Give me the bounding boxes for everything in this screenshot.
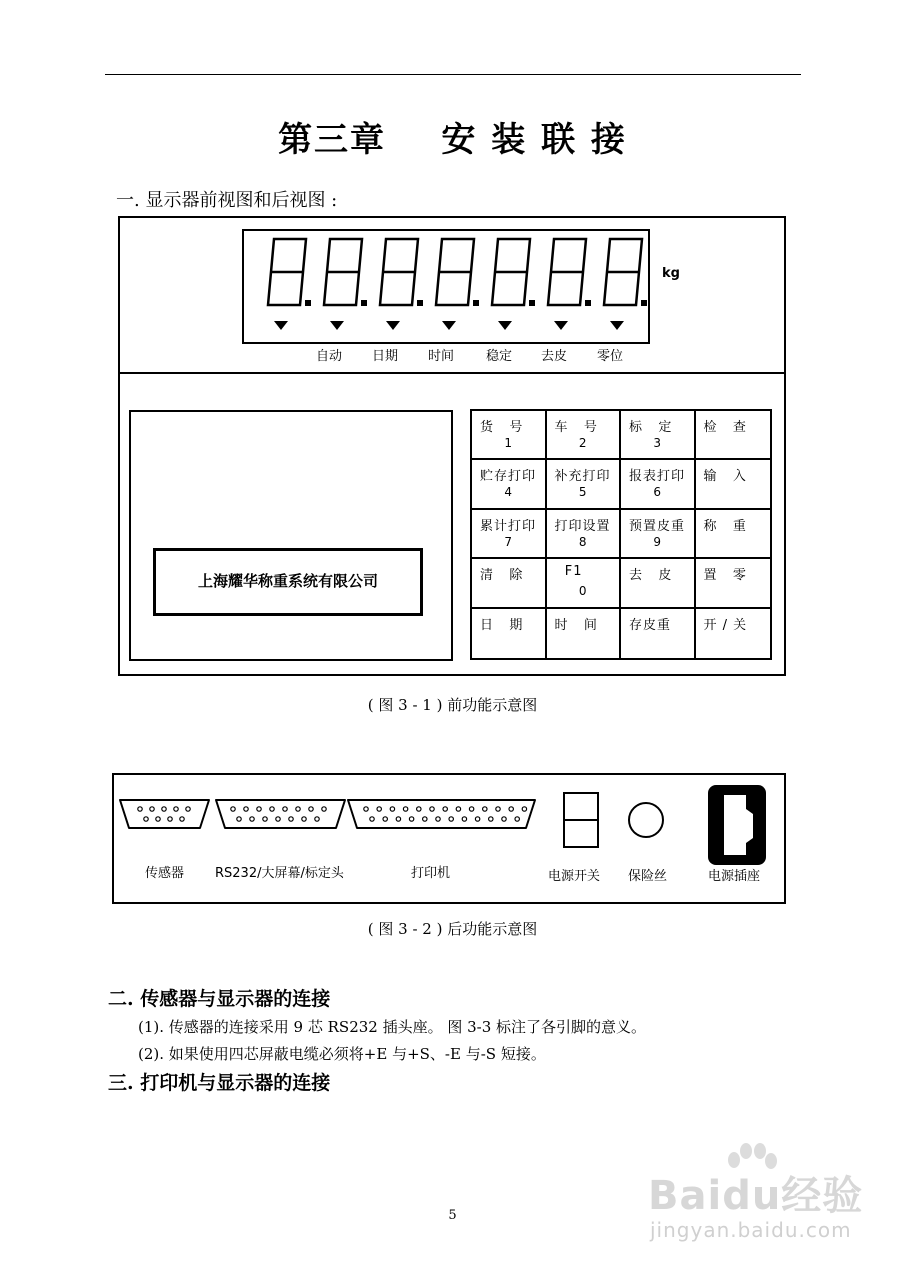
- keypad-key: [547, 510, 622, 559]
- seven-segment-digit: [324, 239, 367, 330]
- key-label: 时 间: [554, 617, 598, 633]
- key-number: 9: [653, 534, 662, 549]
- indicator-triangle-icon: [330, 321, 344, 330]
- key-label: 打印设置: [554, 518, 611, 534]
- keypad-key: [621, 559, 696, 608]
- key-number: 8: [578, 534, 587, 549]
- chapter-title: 第三章 安 装 联 接: [278, 120, 627, 160]
- section-heading-1: 一. 显示器前视图和后视图 :: [116, 190, 338, 211]
- indicator-triangle-icon: [442, 321, 456, 330]
- logo-panel: [129, 410, 453, 661]
- top-rule: [105, 74, 801, 75]
- keypad-key: [547, 411, 622, 460]
- indicator-label: 零位: [597, 349, 624, 364]
- key-number: 5: [578, 485, 587, 500]
- paragraph-2: (2). 如果使用四芯屏蔽电缆必须将+E 与+S、-E 与-S 短接。: [138, 1045, 546, 1063]
- key-label: 补充打印: [554, 469, 611, 485]
- db25-connector-icon: [348, 800, 535, 828]
- db15-connector-icon: [216, 800, 345, 828]
- db9-connector-icon: [120, 800, 209, 828]
- keypad-key: [696, 510, 771, 559]
- key-label: F1: [554, 564, 583, 580]
- keypad-key: [547, 609, 622, 658]
- key-number: 7: [504, 534, 513, 549]
- key-label: 检 查: [703, 420, 747, 435]
- key-number: 1: [504, 436, 513, 450]
- key-label: 预置皮重: [629, 518, 686, 534]
- keypad: [470, 409, 772, 660]
- key-label: 去 皮: [629, 568, 673, 584]
- rear-connector-label: 电源开关: [548, 869, 601, 884]
- fuse-icon: [629, 803, 663, 837]
- paragraph-1: (1). 传感器的连接采用 9 芯 RS232 插头座。 图 3-3 标注了各引脚的意义。: [138, 1018, 647, 1036]
- keypad-key: [696, 559, 771, 608]
- seven-segment-digit: [492, 239, 535, 330]
- unit-label: kg: [662, 266, 680, 281]
- key-label: 日 期: [480, 617, 524, 633]
- keypad-key: [472, 460, 547, 509]
- key-label: 报表打印: [629, 469, 686, 485]
- keypad-key: [621, 460, 696, 509]
- keypad-key: [696, 460, 771, 509]
- key-label: 存皮重: [629, 617, 672, 633]
- figure-caption-2: ( 图 3 - 2 ) 后功能示意图: [367, 920, 538, 938]
- keypad-key: [547, 460, 622, 509]
- seven-segment-digit: [436, 239, 479, 330]
- rear-connector-label: RS232/大屏幕/标定头: [215, 866, 344, 881]
- key-number: 6: [653, 485, 662, 500]
- indicator-label: 稳定: [486, 349, 513, 364]
- key-label: 输 入: [703, 469, 747, 485]
- rear-connector-label: 传感器: [145, 866, 185, 881]
- key-label: 称 重: [703, 518, 747, 534]
- keypad-key: [696, 609, 771, 658]
- keypad-key: [472, 609, 547, 658]
- key-label: 货 号: [480, 420, 524, 435]
- key-number: 0: [578, 584, 587, 599]
- section-heading-2: 二. 传感器与显示器的连接: [108, 988, 331, 1010]
- key-label: 车 号: [554, 420, 598, 435]
- key-label: 开 / 关: [703, 617, 748, 633]
- key-label: 标 定: [629, 420, 673, 435]
- indicator-label: 自动: [316, 349, 343, 364]
- rear-connector-label: 电源插座: [708, 869, 761, 884]
- keypad-key: [547, 559, 622, 608]
- rear-connectors: [112, 773, 786, 904]
- indicator-triangle-icon: [554, 321, 568, 330]
- keypad-key: [472, 411, 547, 460]
- company-name: 上海耀华称重系统有限公司: [197, 572, 378, 590]
- seven-segment-digit: [604, 239, 647, 330]
- section-heading-3: 三. 打印机与显示器的连接: [108, 1072, 331, 1094]
- figure-caption-1: ( 图 3 - 1 ) 前功能示意图: [367, 696, 538, 714]
- indicator-label: 去皮: [541, 349, 568, 364]
- seven-segment-digit: [380, 239, 423, 330]
- key-number: 2: [578, 436, 587, 450]
- keypad-key: [621, 411, 696, 460]
- watermark-url: jingyan.baidu.com: [650, 1218, 852, 1242]
- indicator-triangle-icon: [386, 321, 400, 330]
- page-number: 5: [448, 1208, 457, 1223]
- key-label: 置 零: [703, 568, 747, 584]
- power-socket-icon: [708, 785, 766, 865]
- keypad-key: [696, 411, 771, 460]
- watermark-brand: Baidu经验: [648, 1173, 864, 1219]
- keypad-key: [621, 510, 696, 559]
- key-label: 贮存打印: [480, 469, 537, 485]
- indicator-triangle-icon: [498, 321, 512, 330]
- key-label: 清 除: [480, 568, 524, 584]
- key-number: 3: [653, 436, 662, 450]
- key-number: 4: [504, 485, 513, 500]
- keypad-key: [621, 609, 696, 658]
- keypad-key: [472, 559, 547, 608]
- seven-segment-digit: [268, 239, 311, 330]
- keypad-key: [472, 510, 547, 559]
- seven-segment-digits: [242, 229, 650, 344]
- power-switch-icon: [564, 793, 598, 847]
- seven-segment-digit: [548, 239, 591, 330]
- front-panel-divider: [118, 372, 786, 374]
- indicator-label: 时间: [428, 349, 455, 364]
- key-label: 累计打印: [480, 518, 537, 534]
- indicator-label: 日期: [372, 349, 399, 364]
- indicator-triangle-icon: [274, 321, 288, 330]
- rear-connector-label: 保险丝: [628, 869, 668, 884]
- indicator-triangle-icon: [610, 321, 624, 330]
- rear-connector-label: 打印机: [411, 866, 451, 881]
